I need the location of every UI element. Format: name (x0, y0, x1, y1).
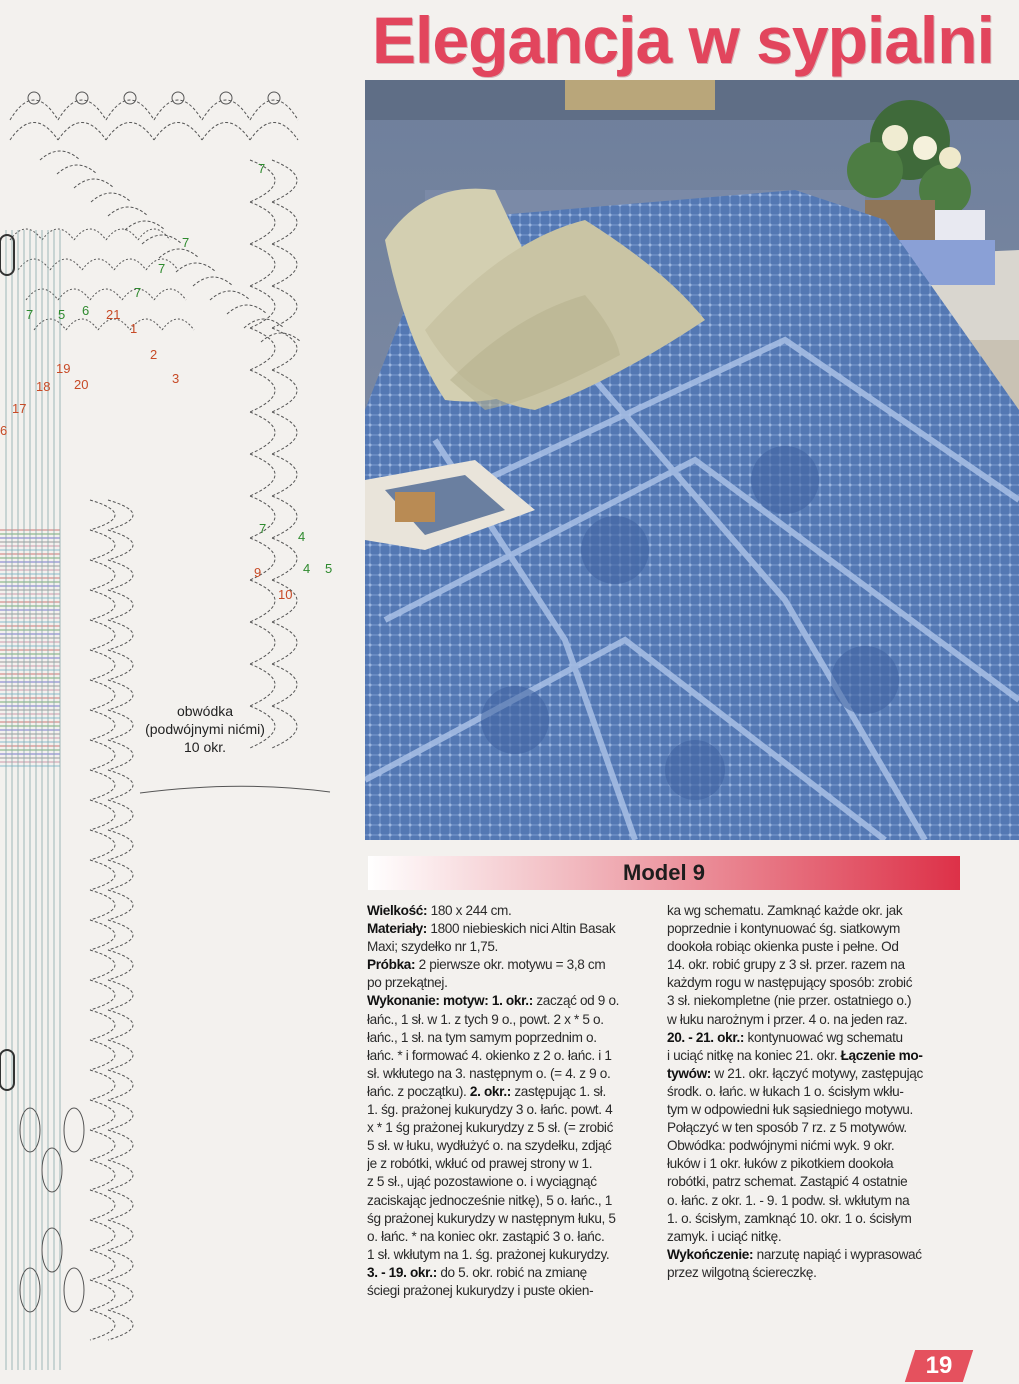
diagram-stroke (90, 650, 115, 680)
text-run: w łuku narożnym i przer. 4 o. na jeden raz. (667, 1011, 908, 1027)
diagram-stroke (261, 333, 301, 342)
diagram-stroke (250, 454, 275, 496)
text-line (667, 1155, 959, 1173)
text-line (667, 1047, 959, 1065)
diagram-stroke (272, 664, 297, 706)
diagram-stroke (272, 538, 297, 580)
diagram-stroke (90, 860, 115, 890)
text-run: przez wilgotną ściereczkę. (667, 1264, 817, 1280)
text-run: robótki, patrz schemat. Zastąpić 4 ostatnie (667, 1174, 908, 1190)
diagram-stroke (272, 286, 297, 328)
text-run: śg prażonej kukurydzy w następnym łuku, 5 (367, 1210, 616, 1226)
text-run: sł. wkłutego na 3. następnym o. (= 4. z 9 o. (367, 1065, 611, 1081)
text-run: tym w odpowiedni łuk sąsiedniego motywu. (667, 1102, 913, 1118)
text-line (367, 1228, 649, 1246)
round-number: 6 (0, 423, 8, 438)
diagram-stroke (138, 229, 170, 240)
diagram-stroke (90, 1040, 115, 1070)
text-line (367, 1264, 649, 1282)
diagram-stroke (90, 1310, 115, 1340)
text-line (367, 1246, 649, 1264)
diagram-stroke (272, 622, 297, 664)
diagram-stroke (108, 860, 133, 890)
text-line (667, 1246, 959, 1264)
bold-run: Wielkość: (367, 903, 431, 918)
diagram-stroke (108, 560, 133, 590)
diagram-stroke (90, 1100, 115, 1130)
bold-run: Materiały: (367, 921, 431, 937)
text-line (667, 938, 959, 956)
diagram-stroke (272, 370, 297, 412)
diagram-stroke (74, 229, 106, 240)
round-number: 20 (74, 377, 89, 392)
diagram-stroke (91, 193, 131, 202)
diagram-stroke (74, 179, 114, 188)
text-run: i uciąć nitkę na koniec 21. okr. (667, 1047, 841, 1063)
diagram-stroke (64, 1268, 84, 1312)
diagram-stroke (90, 1130, 115, 1160)
diagram-stroke (28, 92, 40, 104)
diagram-stroke (90, 770, 115, 800)
diagram-stroke (272, 160, 297, 202)
round-number: 7 (134, 285, 142, 300)
diagram-stroke (90, 590, 115, 620)
round-number: 4 (298, 529, 306, 544)
round-number: 7 (258, 161, 266, 176)
diagram-stroke (90, 500, 115, 530)
diagram-stroke (154, 289, 186, 300)
border-note-line-2: (podwójnymi nićmi) (145, 721, 265, 737)
border-note (120, 702, 290, 756)
bold-run: Próbka: (367, 957, 419, 973)
text-line (367, 956, 649, 974)
round-number: 6 (82, 303, 90, 318)
diagram-stroke (42, 1228, 62, 1272)
text-run: łańc., 1 sł. na tym samym poprzednim o. (367, 1029, 597, 1045)
diagram-stroke (140, 786, 330, 793)
text-run: ka wg schematu. Zamknąć każde okr. jak (667, 903, 903, 918)
diagram-stroke (76, 92, 88, 104)
text-line (367, 1155, 649, 1173)
diagram-stroke (250, 244, 275, 286)
diagram-stroke (90, 890, 115, 920)
diagram-stroke (90, 950, 115, 980)
diagram-stroke (90, 1250, 115, 1280)
text-run: łańc. * i formować 4. okienko z 2 o. łańc. i 1 (367, 1047, 612, 1063)
text-run: x * 1 śg prażonej kukurydzy z 5 sł. (= zrobić (367, 1120, 614, 1136)
round-number: 3 (172, 371, 180, 386)
text-run: o. łańc. * na koniec okr. zastąpić 3 o. łańc. (367, 1228, 605, 1244)
diagram-stroke (90, 920, 115, 950)
diagram-stroke (250, 328, 275, 370)
text-line (667, 1173, 959, 1191)
diagram-stroke (108, 590, 133, 620)
diagram-stroke (90, 1070, 115, 1100)
bold-run: Wykonanie: motyw: 1. okr.: (367, 993, 537, 1009)
diagram-stroke (162, 319, 194, 330)
text-line (367, 1011, 649, 1029)
diagram-stroke (10, 229, 42, 240)
diagram-stroke (106, 100, 154, 120)
text-run: zacząć od 9 o. (536, 993, 620, 1009)
text-line (667, 920, 959, 938)
text-run: 2 pierwsze okr. motywu = 3,8 cm (418, 957, 606, 973)
diagram-stroke (106, 229, 138, 240)
diagram-stroke (58, 123, 106, 141)
diagram-stroke (66, 319, 98, 330)
text-line (367, 1119, 649, 1137)
bold-run: Łączenie mo- (840, 1047, 923, 1063)
model-label: Model 9 (623, 860, 705, 885)
text-run: Maxi; szydełko nr 1,75. (367, 939, 498, 955)
round-number: 17 (12, 401, 27, 416)
diagram-stroke (108, 1100, 133, 1130)
diagram-stroke (250, 100, 298, 120)
diagram-stroke (42, 229, 74, 240)
diagram-stroke (90, 740, 115, 770)
text-run: zaciskając jednocześnie nitkę), 5 o. łańc., 1 (367, 1192, 612, 1208)
text-line (667, 956, 959, 974)
text-run: łuków i 1 okr. łuków z pikotkiem dookoła (667, 1156, 894, 1172)
diagram-stroke (176, 263, 216, 272)
diagram-stroke (90, 1280, 115, 1310)
round-number: 7 (182, 235, 190, 250)
text-line (667, 1119, 959, 1137)
text-run: je z robótki, wkłuć od prawej strony w 1. (367, 1156, 593, 1172)
text-line (367, 938, 649, 956)
diagram-stroke (108, 1010, 133, 1040)
text-line (367, 902, 649, 920)
text-run: 1. śg. prażonej kukurydzy 3 o. łańc. powt. 4 (367, 1102, 613, 1118)
text-run: w 21. okr. łączyć motywy, zastępując (714, 1065, 923, 1081)
diagram-stroke (108, 830, 133, 860)
diagram-stroke (90, 530, 115, 560)
text-line (667, 1264, 959, 1282)
text-line (367, 1029, 649, 1047)
diagram-stroke (272, 244, 297, 286)
diagram-stroke (58, 100, 106, 120)
diagram-stroke (125, 221, 165, 230)
text-line (667, 974, 959, 992)
diagram-stroke (250, 370, 275, 412)
diagram-stroke (108, 890, 133, 920)
diagram-stroke (108, 1250, 133, 1280)
bold-run: 20. - 21. okr.: (667, 1029, 748, 1045)
diagram-stroke (250, 622, 275, 664)
text-run: 180 x 244 cm. (430, 903, 512, 918)
bedroom-photo (365, 80, 1019, 840)
diagram-stroke (10, 100, 58, 120)
text-line (667, 1210, 959, 1228)
diagram-stroke (108, 1160, 133, 1190)
text-line (367, 1065, 649, 1083)
round-number: 7 (26, 307, 34, 322)
round-number: 7 (158, 261, 166, 276)
text-line (667, 1083, 959, 1101)
diagram-stroke (124, 92, 136, 104)
text-line (667, 1029, 959, 1047)
text-run: Obwódka: podwójnymi nićmi wyk. 9 okr. (667, 1138, 895, 1154)
round-number: 7 (259, 521, 267, 536)
diagram-stroke (114, 259, 146, 270)
diagram-stroke (172, 92, 184, 104)
diagram-stroke (82, 259, 114, 270)
diagram-stroke (272, 454, 297, 496)
text-run: narzutę napiąć i wyprasować (756, 1246, 922, 1262)
diagram-stroke (108, 650, 133, 680)
text-run: środk. o. łańc. w łukach 1 o. ścisłym wkłu- (667, 1083, 904, 1099)
page-title: Elegancja w sypialni (372, 3, 994, 77)
text-run: Połączyć w ten sposób 7 rz. z 5 motywów. (667, 1120, 907, 1136)
diagram-stroke (250, 123, 298, 141)
diagram-stroke (90, 1190, 115, 1220)
diagram-stroke (108, 770, 133, 800)
diagram-stroke (90, 710, 115, 740)
diagram-stroke (108, 530, 133, 560)
round-number: 1 (130, 321, 138, 336)
round-number: 19 (56, 361, 71, 376)
diagram-stroke (108, 800, 133, 830)
diagram-stroke (106, 123, 154, 141)
diagram-stroke (90, 1010, 115, 1040)
text-run: zastępując 1. sł. (514, 1083, 606, 1099)
diagram-stroke (108, 1070, 133, 1100)
round-number: 4 (303, 561, 311, 576)
instructions-column-1 (367, 902, 649, 1300)
text-run: łańc., 1 sł. w 1. z tych 9 o., powt. 2 x * 5 o. (367, 1011, 604, 1027)
text-line (367, 974, 649, 992)
diagram-stroke (220, 92, 232, 104)
diagram-stroke (159, 249, 199, 258)
diagram-stroke (272, 328, 297, 370)
diagram-stroke (210, 291, 250, 300)
text-run: do 5. okr. robić na zmianę (440, 1264, 587, 1280)
round-number: 2 (150, 347, 158, 362)
diagram-stroke (227, 305, 267, 314)
diagram-stroke (202, 123, 250, 141)
diagram-stroke (108, 1310, 133, 1340)
diagram-stroke (42, 1148, 62, 1192)
diagram-stroke (108, 1220, 133, 1250)
diagram-stroke (58, 289, 90, 300)
text-line (667, 992, 959, 1010)
diagram-stroke (108, 620, 133, 650)
diagram-stroke (108, 920, 133, 950)
diagram-stroke (108, 950, 133, 980)
text-line (367, 1083, 649, 1101)
page-number: 19 (925, 1352, 953, 1379)
page-number-badge (905, 1350, 973, 1382)
diagram-stroke (50, 259, 82, 270)
text-line (367, 1210, 649, 1228)
round-number: 18 (36, 379, 51, 394)
diagram-stroke (90, 980, 115, 1010)
diagram-stroke (193, 277, 233, 286)
diagram-stroke (90, 830, 115, 860)
diagram-stroke (90, 680, 115, 710)
round-number: 10 (278, 587, 293, 602)
text-run: 3 sł. niekompletne (nie przer. ostatniego o.) (667, 993, 912, 1009)
diagram-stroke (90, 1220, 115, 1250)
diagram-stroke (90, 560, 115, 590)
text-run: 1 sł. wkłutym na 1. śg. prażonej kukurydzy. (367, 1246, 610, 1262)
text-run: zamyk. i uciąć nitkę. (667, 1228, 782, 1244)
text-line (367, 1282, 649, 1300)
diagram-stroke (272, 496, 297, 538)
diagram-stroke (250, 412, 275, 454)
bedroom-photo-drawing (365, 80, 1019, 840)
text-line (667, 1228, 959, 1246)
diagram-stroke (108, 500, 133, 530)
text-run: ściegi prażonej kukurydzy i puste okien- (367, 1282, 594, 1298)
text-run: 1. o. ścisłym, zamknąć 10. okr. 1 o. ścisłym (667, 1210, 912, 1226)
diagram-stroke (108, 980, 133, 1010)
diagram-stroke (108, 1190, 133, 1220)
text-run: każdym rogu w następujący sposób: zrobić (667, 975, 913, 991)
diagram-stroke (154, 100, 202, 120)
text-line (367, 1101, 649, 1119)
text-line (367, 992, 649, 1010)
diagram-stroke (18, 259, 50, 270)
diagram-stroke (108, 1280, 133, 1310)
diagram-stroke (64, 1108, 84, 1152)
diagram-stroke (90, 1160, 115, 1190)
diagram-stroke (250, 202, 275, 244)
text-run: poprzednie i kontynuować śg. siatkowym (667, 921, 901, 937)
text-run: kontynuować wg schematu (747, 1029, 903, 1045)
diagram-stroke (268, 92, 280, 104)
bold-run: Wykończenie: (667, 1246, 757, 1262)
text-run: 5 sł. w łuku, wydłużyć o. na szydełku, zdjąć (367, 1138, 612, 1154)
bold-run: tywów: (667, 1065, 715, 1081)
text-run: 1800 niebieskich nici Altin Basak (430, 921, 616, 937)
diagram-stroke (272, 202, 297, 244)
diagram-stroke (202, 100, 250, 120)
border-note-line-1: obwódka (176, 703, 234, 719)
text-run: 14. okr. robić grupy z 3 sł. przer. razem na (667, 957, 905, 973)
text-line (367, 1137, 649, 1155)
text-line (667, 902, 959, 920)
round-number: 21 (106, 307, 121, 322)
diagram-stroke (250, 664, 275, 706)
diagram-stroke (108, 207, 148, 216)
diagram-stroke (142, 235, 182, 244)
diagram-stroke (90, 800, 115, 830)
border-note-line-3: 10 okr. (183, 739, 227, 755)
round-number: 5 (58, 307, 66, 322)
text-run: o. łańc. z okr. 1. - 9. 1 podw. sł. wkłutym na (667, 1192, 910, 1208)
diagram-stroke (40, 151, 80, 160)
round-number: 5 (325, 561, 333, 576)
diagram-stroke (90, 289, 122, 300)
model-header-bar (368, 856, 960, 890)
text-line (667, 1101, 959, 1119)
bold-run: 2. okr.: (469, 1083, 515, 1099)
diagram-stroke (108, 1040, 133, 1070)
text-line (667, 1011, 959, 1029)
bold-run: 3. - 19. okr.: (367, 1264, 441, 1280)
text-run: po przekątnej. (367, 975, 448, 991)
text-line (367, 1192, 649, 1210)
diagram-stroke (10, 123, 58, 141)
text-line (667, 1192, 959, 1210)
text-run: z 5 sł., ująć pozostawione o. i wyciągnąć (367, 1174, 597, 1190)
text-line (367, 1047, 649, 1065)
diagram-stroke (250, 580, 275, 622)
text-line (367, 920, 649, 938)
round-number: 9 (254, 565, 262, 580)
diagram-stroke (57, 165, 97, 174)
text-line (667, 1065, 959, 1083)
text-line (367, 1173, 649, 1191)
text-line (667, 1137, 959, 1155)
diagram-stroke (272, 412, 297, 454)
instructions-column-2 (667, 902, 959, 1282)
diagram-stroke (108, 1130, 133, 1160)
diagram-stroke (90, 620, 115, 650)
diagram-stroke (154, 123, 202, 141)
text-run: łańc. z początku). (367, 1083, 470, 1099)
text-run: dookoła robiąc okienka puste i pełne. Od (667, 939, 899, 955)
